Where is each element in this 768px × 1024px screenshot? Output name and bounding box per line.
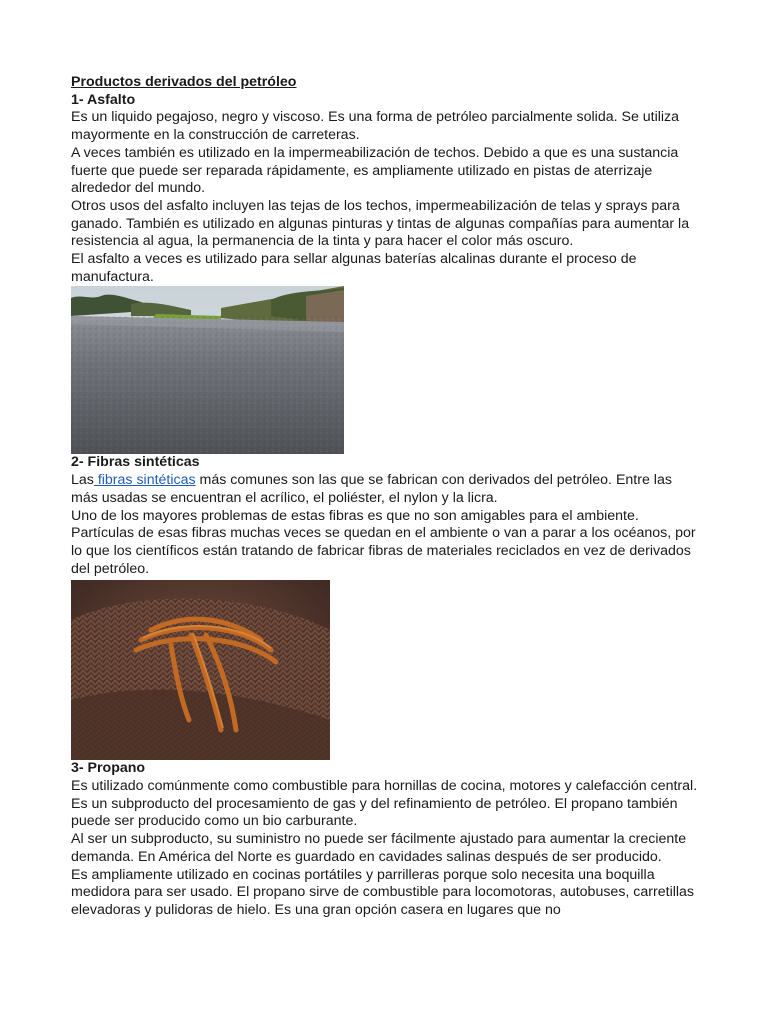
paragraph: Es un liquido pegajoso, negro y viscoso. Es una forma de petróleo parcialmente solida. Se utiliza mayormente en la construcción de carreteras. xyxy=(71,109,680,144)
asphalt-road-illustration xyxy=(71,286,344,454)
section-heading-asfalto: 1- Asfalto xyxy=(71,91,136,108)
paragraph: Al ser un subproducto, su suministro no puede ser fácilmente ajustado para aumentar la creciente demanda. En América del Norte es guardado en cavidades salinas después de ser producido. xyxy=(71,831,687,865)
paragraph-text: Las xyxy=(71,472,94,489)
paragraph: El asfalto a veces es utilizado para sellar algunas baterías alcalinas durante el proceso de manufactura. xyxy=(71,251,637,285)
paragraph: A veces también es utilizado en la impermeabilización de techos. Debido a que es una sustancia fuerte que puede ser reparada rápidamente, es ampliamente utilizado en pistas de aterrizaje alrededor del mundo. xyxy=(71,144,679,197)
asphalt-road-photo xyxy=(71,286,344,454)
paragraph: Uno de los mayores problemas de estas fibras es que no son amigables para el ambiente. Partículas de esas fibras muchas veces se quedan en el ambiente o van a parar a los océanos, por lo que los científicos están tratando de fabricar fibras de materiales reciclados en vez de derivados del petróleo. xyxy=(71,507,696,577)
document-title: Productos derivados del petróleo xyxy=(71,74,297,90)
synthetic-rope-illustration xyxy=(71,580,330,760)
paragraph: Es utilizado comúnmente como combustible para hornillas de cocina, motores y calefacción central. Es un subproducto del procesamiento de gas y del refinamiento de petróleo. El propano también puede ser producido como un bio carburante. xyxy=(71,778,698,830)
paragraph-text: más comunes son las que se fabrican con derivados del petróleo. Entre las más usadas se encuentran el acrílico, el poliéster, el nylon y la licra. xyxy=(71,472,672,506)
paragraph xyxy=(71,472,699,507)
document-body xyxy=(71,74,699,920)
paragraph: Otros usos del asfalto incluyen las tejas de los techos, impermeabilización de telas y sprays para ganado. También es utilizado en algunas pinturas y tintas de algunas compañías para aumentar la resistencia al agua, la permanencia de la tinta y para hacer el color más oscuro. xyxy=(71,197,690,250)
synthetic-rope-photo xyxy=(71,580,330,760)
section-heading-propano: 3- Propano xyxy=(71,760,146,777)
paragraph: Es ampliamente utilizado en cocinas portátiles y parrilleras porque solo necesita una boquilla medidora para ser usado. El propano sirve de combustible para locomotoras, autobuses, carretillas elevadoras y pulidoras de hielo. Es una gran opción casera en lugares que no xyxy=(71,866,695,918)
fibras-sinteticas-link[interactable]: fibras sintéticas xyxy=(93,472,196,489)
section-heading-fibras: 2- Fibras sintéticas xyxy=(71,454,200,471)
